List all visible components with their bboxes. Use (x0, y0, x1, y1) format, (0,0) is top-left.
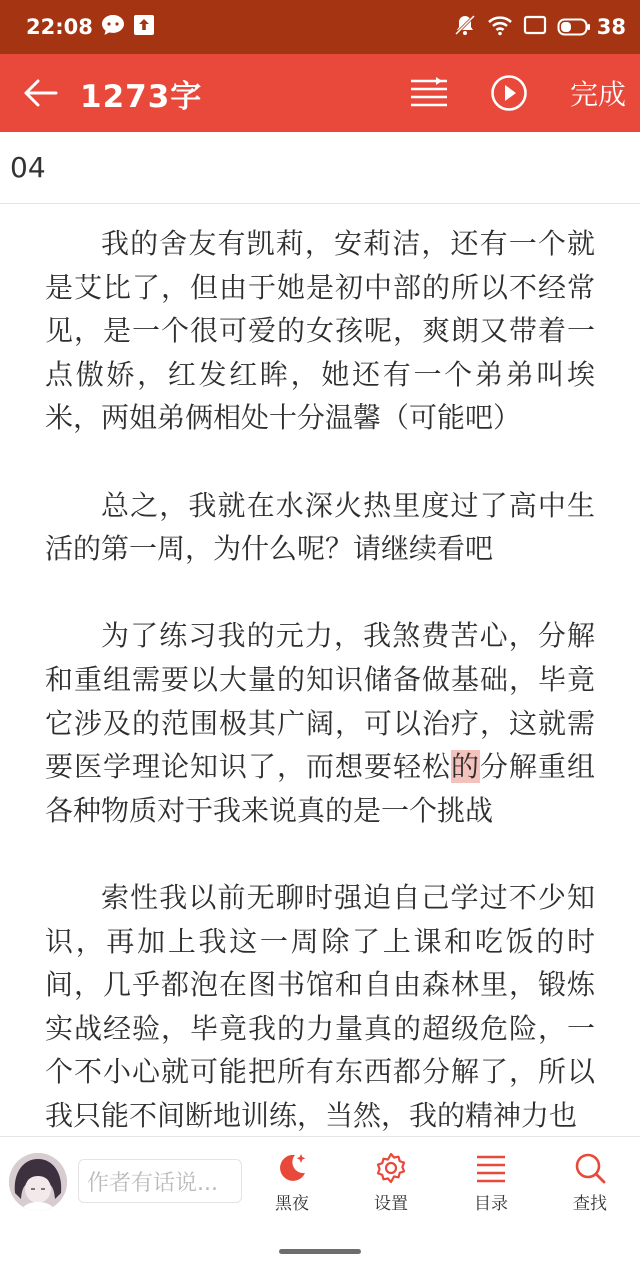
paragraph-text: 为了练习我的元力，我煞费苦心，分解和重组需要以大量的知识储备做基础，毕竟它涉及的范围极其广阔，可以治疗，这就需要医学理论知识了，而想要轻松 (45, 619, 595, 784)
battery-indicator (557, 15, 626, 39)
night-mode-button[interactable] (247, 1147, 337, 1217)
chapter-title[interactable]: 04 (0, 132, 640, 204)
paragraph: 我的舍友有凯莉，安莉洁，还有一个就是艾比了，但由于她是初中部的所以不经常见，是一个很可爱的女孩呢，爽朗又带着一点傲娇，红发红眸，她还有一个弟弟叫埃米，两姐弟俩相处十分温馨（可能吧） (45, 227, 595, 435)
battery-level: 38 (596, 15, 626, 39)
toc-button[interactable] (446, 1147, 536, 1217)
author-note-input[interactable]: 作者有话说... (78, 1159, 242, 1203)
back-arrow-icon (22, 78, 58, 108)
editor-content[interactable] (45, 222, 595, 1136)
back-button[interactable] (0, 54, 80, 132)
play-icon (490, 74, 528, 112)
text-align-icon (410, 77, 448, 109)
moon-icon (275, 1151, 309, 1185)
paragraph: 索性我以前无聊时强迫自己学过不少知识，再加上我这一周除了上课和吃饭的时间，几乎都泡在图书馆和自由森林里，锻炼实战经验，毕竟我的力量真的超级危险，一个不小心就可能把所有东西都分解了，所以我只能不间断地训练，当然，我的精神力也 (45, 880, 595, 1132)
upload-icon (133, 14, 155, 40)
word-count-title: 1273字 (80, 78, 203, 115)
wifi-icon (487, 14, 513, 40)
done-button[interactable]: 完成 (569, 78, 626, 111)
toc-label: 目录 (474, 1194, 508, 1214)
avatar[interactable] (9, 1153, 67, 1211)
settings-label: 设置 (374, 1194, 408, 1214)
avatar-icon (9, 1153, 67, 1211)
search-icon (573, 1151, 607, 1185)
settings-button[interactable] (346, 1147, 436, 1217)
list-icon (474, 1151, 508, 1185)
night-mode-label: 黑夜 (275, 1194, 309, 1214)
paragraph-text: 分解重组各种物质对于我来说真的是一个挑战 (45, 750, 595, 827)
bottom-bar (0, 1136, 640, 1224)
screen-icon (523, 14, 547, 40)
find-label: 查找 (573, 1194, 607, 1214)
play-button[interactable] (470, 54, 548, 132)
paragraph (45, 614, 595, 832)
format-button[interactable] (388, 54, 470, 132)
find-button[interactable] (545, 1147, 635, 1217)
mute-icon (453, 13, 477, 41)
editor-toolbar (0, 54, 640, 132)
chat-bubble-icon (101, 14, 125, 40)
status-bar (0, 0, 640, 54)
gear-icon (374, 1151, 408, 1185)
status-time: 22:08 (26, 15, 93, 39)
home-indicator[interactable] (279, 1249, 361, 1254)
battery-icon (557, 17, 591, 37)
paragraph: 总之，我就在水深火热里度过了高中生活的第一周，为什么呢？请继续看吧 (45, 488, 595, 566)
text-cursor-highlight: 的 (450, 750, 480, 784)
